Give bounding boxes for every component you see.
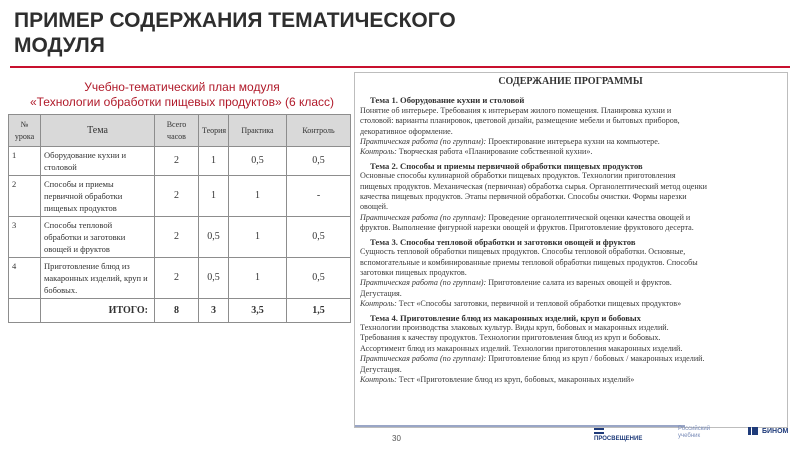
- total-control: 1,5: [287, 299, 351, 323]
- row-num: 3: [9, 217, 41, 258]
- practical-label: Практическая работа (по группам):: [360, 278, 487, 288]
- topic-text-line: заготовки пищевых продуктов.: [360, 267, 467, 277]
- row-theory: 0,5: [199, 217, 229, 258]
- slide-title-line1: ПРИМЕР СОДЕРЖАНИЯ ТЕМАТИЧЕСКОГО: [14, 9, 456, 32]
- topic-text-line: Сущность тепловой обработки пищевых продуктов. Способы тепловой обработки. Основные,: [360, 247, 686, 257]
- row-control: 0,5: [287, 147, 351, 176]
- row-total: 2: [155, 217, 199, 258]
- topic-title: Тема 4. Приготовление блюд из макаронных изделий, круп и бобовых: [370, 312, 641, 323]
- topic-title: Тема 1. Оборудование кухни и столовой: [370, 95, 525, 106]
- control-text: Тест «Способы заготовки, первичной и тепловой обработки пищевых продуктов»: [396, 299, 682, 309]
- row-theme: Способы и приемы первичной обработки пищевых продуктов: [41, 176, 155, 217]
- table-row: [9, 147, 351, 176]
- header-num: № урока: [9, 115, 41, 147]
- row-theory: 1: [199, 147, 229, 176]
- topic-title: Тема 2. Способы и приемы первичной обработки пищевых продуктов: [370, 160, 643, 171]
- topic-text-line: вспомогательные и комбинированные приемы тепловой обработки пищевых продуктов. Способы: [360, 257, 698, 267]
- row-practice: 1: [229, 217, 287, 258]
- title-divider: [10, 66, 790, 68]
- practical-work-cont: Дегустация.: [360, 364, 402, 374]
- control-label: Контроль:: [360, 147, 397, 157]
- table-row: [9, 176, 351, 217]
- header-theme: Тема: [41, 115, 155, 147]
- slide-title: [14, 8, 574, 58]
- practical-label: Практическая работа (по группам):: [360, 137, 487, 147]
- topic-text-line: Основные способы кулинарной обработки пищевых продуктов. Технологии приготовления: [360, 171, 676, 181]
- row-theme: Способы тепловой обработки и заготовки овощей и фруктов: [41, 217, 155, 258]
- control-text: Тест «Приготовление блюд из круп, бобовых, макаронных изделий»: [396, 374, 635, 384]
- total-hours: 8: [155, 299, 199, 323]
- program-title: СОДЕРЖАНИЕ ПРОГРАММЫ: [498, 76, 643, 87]
- row-num: 1: [9, 147, 41, 176]
- header-total-hours: Всего часов: [155, 115, 199, 147]
- total-label: ИТОГО:: [41, 299, 155, 323]
- practical-work-cont: фруктов. Выполнение фигурной нарезки овощей и фруктов. Приготовление фруктового десерта.: [360, 223, 694, 233]
- practical-work-cont: Дегустация.: [360, 288, 402, 298]
- row-theory: 0,5: [199, 258, 229, 299]
- binom-logo: [748, 426, 790, 444]
- row-control: 0,5: [287, 258, 351, 299]
- plan-heading: [12, 80, 352, 110]
- rosuchebnik-logo-text: Российский учебник: [678, 426, 711, 439]
- control-label: Контроль:: [360, 374, 397, 384]
- table-total-row: [9, 299, 351, 323]
- topic-text-line: овощей.: [360, 202, 389, 212]
- row-total: 2: [155, 176, 199, 217]
- prosveshchenie-logo-icon: [594, 426, 604, 436]
- control-label: Контроль:: [360, 299, 397, 309]
- total-theory: 3: [199, 299, 229, 323]
- practical-work-line: [360, 213, 781, 223]
- row-practice: 1: [229, 176, 287, 217]
- prosveshchenie-logo: [594, 426, 652, 444]
- prosveshchenie-logo-text: ПРОСВЕЩЕНИЕ: [594, 436, 643, 442]
- control-line: [360, 375, 781, 385]
- practical-text: Приготовление блюд из круп / бобовых / макаронных изделий.: [486, 354, 705, 364]
- row-num: 2: [9, 176, 41, 217]
- header-theory: Теория: [199, 115, 229, 147]
- plan-table: [8, 114, 351, 323]
- practical-text: Приготовление салата из вареных овощей и фруктов.: [486, 278, 672, 288]
- row-control: 0,5: [287, 217, 351, 258]
- plan-heading-line2: «Технологии обработки пищевых продуктов» (6 класс): [29, 95, 335, 109]
- row-practice: 0,5: [229, 147, 287, 176]
- practical-label: Практическая работа (по группам):: [360, 212, 487, 222]
- program-content-box: [354, 72, 788, 428]
- row-num: 4: [9, 258, 41, 299]
- row-control: -: [287, 176, 351, 217]
- topic-text-line: Понятие об интерьере. Требования к интерьерам жилого помещения. Планировка кухни и: [360, 105, 672, 115]
- practical-work-line: [360, 137, 781, 147]
- control-line: [360, 147, 781, 157]
- total-empty-cell: [9, 299, 41, 323]
- table-row: [9, 258, 351, 299]
- control-text: Творческая работа «Планирование собственной кухни».: [396, 147, 593, 157]
- practical-work-line: [360, 278, 781, 288]
- page-number: 30: [392, 434, 401, 443]
- practical-text: Проектирование интерьера кухни на компьютере.: [486, 137, 660, 147]
- header-control: Контроль: [287, 115, 351, 147]
- row-total: 2: [155, 258, 199, 299]
- topic-text-line: качества пищевых продуктов. Этапы первичной обработки. Способы очистки. Формы нарезки: [360, 192, 687, 202]
- control-line: [360, 299, 781, 309]
- row-practice: 1: [229, 258, 287, 299]
- topic-text-line: столовой: варианты планировок, цветовой дизайн, размещение мебели и бытовых приборов,: [360, 116, 680, 126]
- topic-text-line: декоративное оформление.: [360, 126, 453, 136]
- row-theme: Приготовление блюд из макаронных изделий, круп и бобовых.: [41, 258, 155, 299]
- slide-title-line2: МОДУЛЯ: [14, 34, 105, 57]
- row-total: 2: [155, 147, 199, 176]
- topic-text-line: Требования к качеству продуктов. Технологии приготовления блюд из круп и бобовых.: [360, 333, 661, 343]
- table-row: [9, 217, 351, 258]
- topic-title: Тема 3. Способы тепловой обработки и заготовки овощей и фруктов: [370, 236, 636, 247]
- topic-text-line: пищевых продуктов. Механическая (первичная) обработка сырья. Органолептический метод оценки: [360, 181, 707, 191]
- total-practice: 3,5: [229, 299, 287, 323]
- table-header-row: [9, 115, 351, 147]
- row-theory: 1: [199, 176, 229, 217]
- topic-text-line: Ассортимент блюд из макаронных изделий. Технологии приготовления макаронных изделий.: [360, 343, 683, 353]
- binom-logo-text: БИНОМ: [761, 427, 789, 435]
- practical-work-line: [360, 354, 781, 364]
- row-theme: Оборудование кухни и столовой: [41, 147, 155, 176]
- plan-heading-line1: Учебно-тематический план модуля: [84, 80, 280, 94]
- binom-logo-icon: [748, 426, 758, 436]
- header-practice: Практика: [229, 115, 287, 147]
- practical-label: Практическая работа (по группам):: [360, 354, 487, 364]
- topic-text-line: Технологии производства злаковых культур. Виды круп, бобовых и макаронных изделий.: [360, 322, 669, 332]
- practical-text: Проведение органолептической оценки качества овощей и: [486, 212, 691, 222]
- rosuchebnik-logo: [678, 426, 726, 444]
